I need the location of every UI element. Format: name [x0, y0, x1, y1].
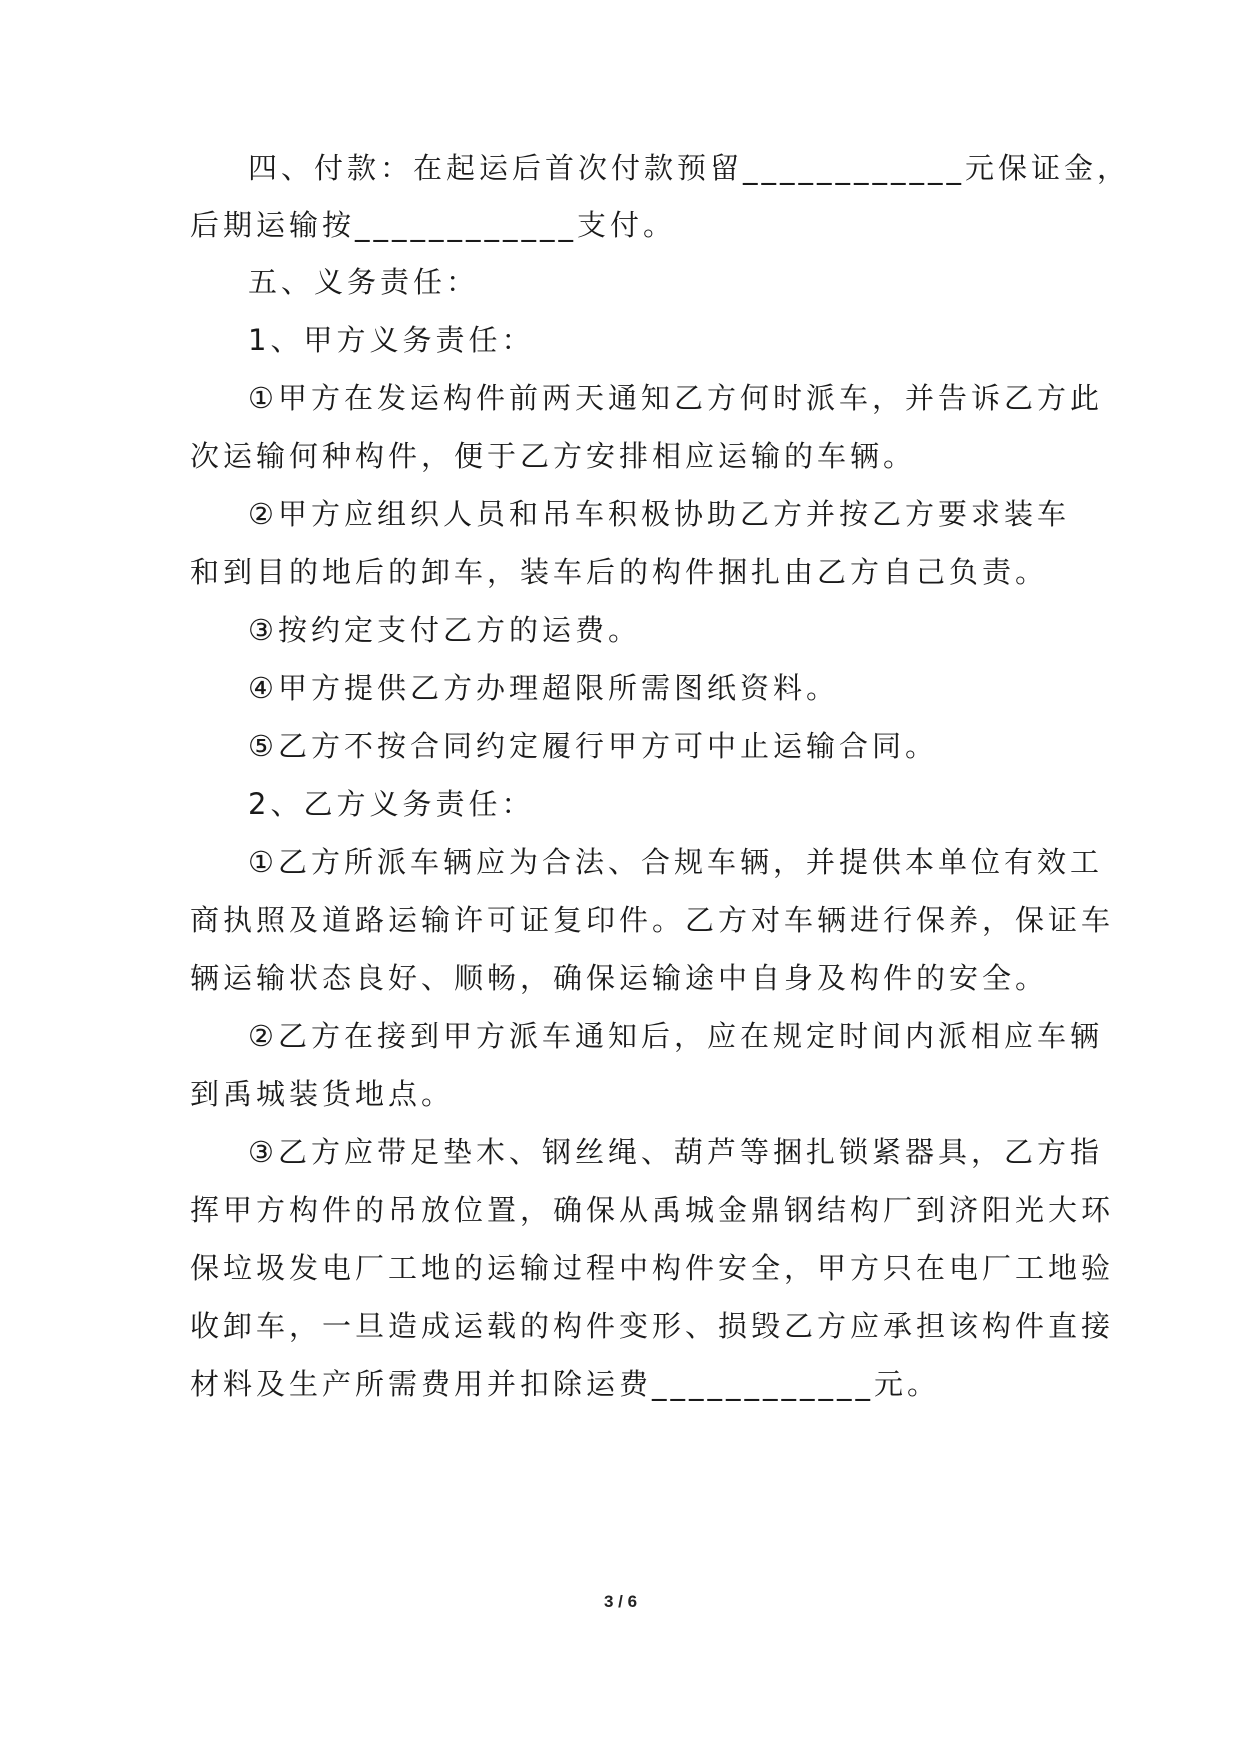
- text-line: 商执照及道路运输许可证复印件。乙方对车辆进行保养，保证车: [190, 903, 1115, 937]
- text-line: ⑤乙方不按合同约定履行甲方可中止运输合同。: [248, 729, 938, 763]
- text-line: 2、乙方义务责任：: [248, 787, 535, 821]
- text-line: ②甲方应组织人员和吊车积极协助乙方并按乙方要求装车: [248, 497, 1070, 531]
- text-line: 材料及生产所需费用并扣除运费____________元。: [190, 1367, 941, 1401]
- text-line: 五、义务责任：: [248, 265, 480, 299]
- text-line: 到禹城装货地点。: [190, 1077, 455, 1111]
- text-line: ①乙方所派车辆应为合法、合规车辆，并提供本单位有效工: [248, 845, 1103, 879]
- text-line: 挥甲方构件的吊放位置，确保从禹城金鼎钢结构厂到济阳光大环: [190, 1193, 1115, 1227]
- text-line: ③按约定支付乙方的运费。: [248, 613, 641, 647]
- text-line: 四、付款：在起运后首次付款预留____________元保证金，: [248, 151, 1131, 185]
- text-line: 后期运输按____________支付。: [190, 208, 677, 242]
- text-line: ①甲方在发运构件前两天通知乙方何时派车，并告诉乙方此: [248, 381, 1103, 415]
- text-line: 1、甲方义务责任：: [248, 323, 535, 357]
- text-line: 保垃圾发电厂工地的运输过程中构件安全，甲方只在电厂工地验: [190, 1251, 1115, 1285]
- text-line: 辆运输状态良好、顺畅，确保运输途中自身及构件的安全。: [190, 961, 1049, 995]
- page-number: 3 / 6: [603, 1592, 638, 1611]
- text-line: ④甲方提供乙方办理超限所需图纸资料。: [248, 671, 839, 705]
- text-line: 收卸车，一旦造成运载的构件变形、损毁乙方应承担该构件直接: [190, 1309, 1115, 1343]
- text-line: 次运输何种构件，便于乙方安排相应运输的车辆。: [190, 439, 917, 473]
- text-line: 和到目的地后的卸车，装车后的构件捆扎由乙方自己负责。: [190, 555, 1049, 589]
- text-line: ②乙方在接到甲方派车通知后，应在规定时间内派相应车辆: [248, 1019, 1103, 1053]
- text-line: ③乙方应带足垫木、钢丝绳、葫芦等捆扎锁紧器具，乙方指: [248, 1135, 1103, 1169]
